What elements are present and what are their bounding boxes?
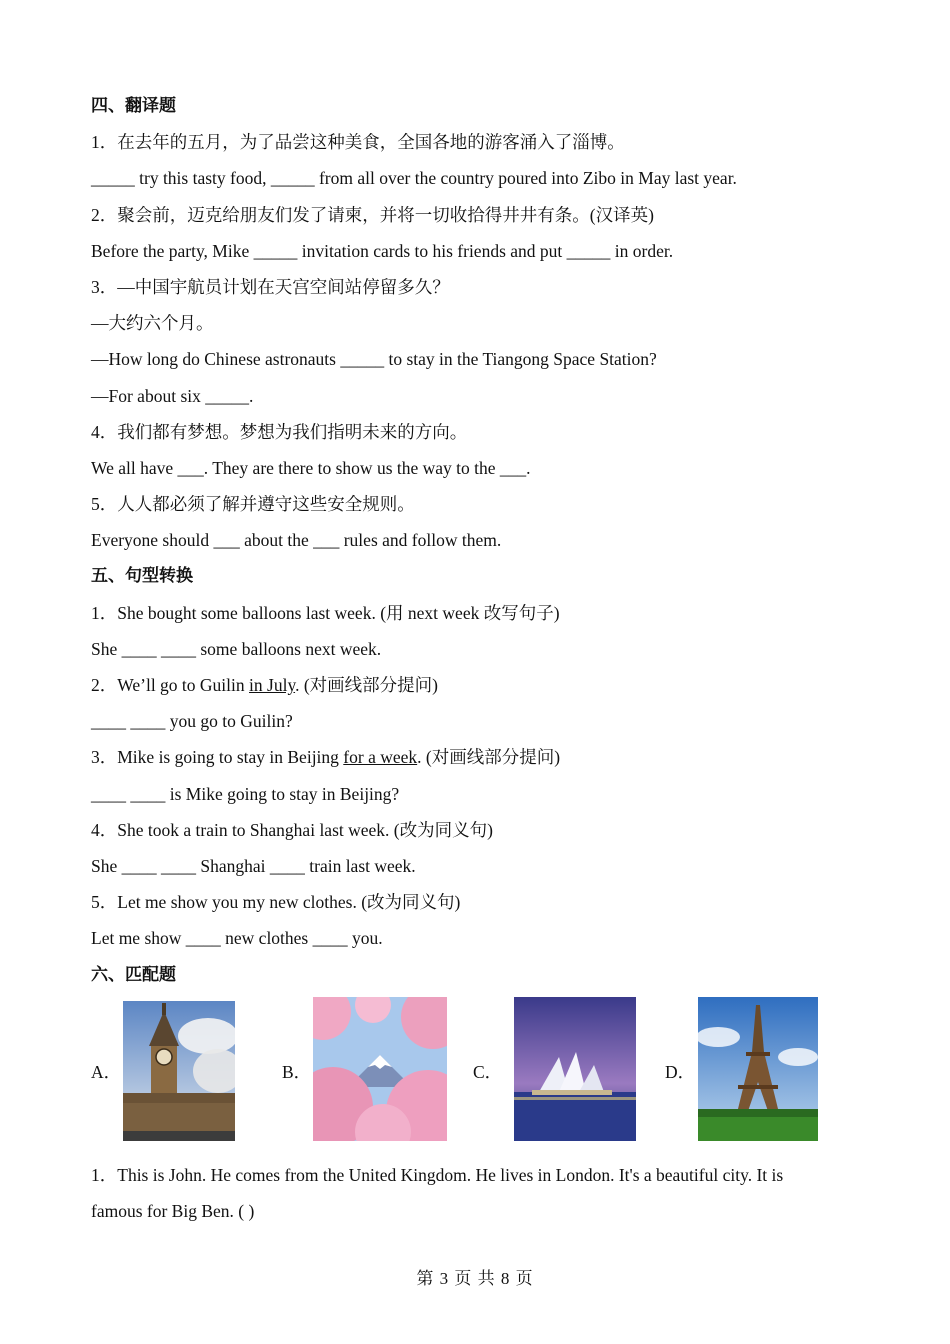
- question-text: 5．Let me show you my new clothes. (改为同义句): [91, 892, 461, 913]
- question-text: 4．我们都有梦想。梦想为我们指明未来的方向。: [91, 421, 468, 442]
- answer-line: ____ ____ you go to Guilin?: [91, 711, 293, 732]
- answer-line: —How long do Chinese astronauts _____ to stay in the Tiangong Space Station?: [91, 349, 657, 370]
- question-text: [91, 667, 871, 703]
- answer-line: ____ ____ is Mike going to stay in Beijing?: [91, 783, 400, 804]
- answer-line: —For about six _____.: [91, 385, 254, 406]
- option-label-b: B．: [282, 1061, 312, 1082]
- question-text: 4．She took a train to Shanghai last week. (改为同义句): [91, 819, 493, 840]
- question-text: 1．This is John. He comes from the United Kingdom. He lives in London. It's a beautiful city. It is: [91, 1164, 784, 1185]
- section-title-translation: 四、翻译题: [91, 96, 176, 116]
- answer-line: She ____ ____ some balloons next week.: [91, 638, 382, 659]
- answer-line: _____ try this tasty food, _____ from all over the country poured into Zibo in May last year.: [91, 168, 737, 189]
- eiffel-tower-photo: [698, 997, 818, 1141]
- question-text: 1．在去年的五月，为了品尝这种美食，全国各地的游客涌入了淄博。: [91, 132, 625, 153]
- mount-fuji-cherry-blossom-photo: [313, 997, 447, 1141]
- question-text: [91, 739, 871, 775]
- question-text-part: . (对画线部分提问): [295, 675, 438, 695]
- answer-line: She ____ ____ Shanghai ____ train last week.: [91, 855, 416, 876]
- question-text: 1．She bought some balloons last week. (用 next week 改写句子): [91, 602, 560, 623]
- option-label-a: A．: [91, 1061, 122, 1082]
- option-label-d: D．: [665, 1061, 696, 1082]
- option-label-c: C．: [473, 1061, 503, 1082]
- answer-line: Everyone should ___ about the ___ rules and follow them.: [91, 530, 502, 551]
- question-text-part: 2．We’ll go to Guilin: [91, 675, 250, 695]
- section-title-sentence-transform: 五、句型转换: [91, 566, 193, 587]
- matching-options: [91, 997, 871, 1151]
- question-text: —大约六个月。: [91, 313, 214, 334]
- underlined-phrase: in July: [249, 675, 296, 695]
- question-text: 5．人人都必须了解并遵守这些安全规则。: [91, 494, 415, 515]
- sydney-opera-house-photo: [514, 997, 636, 1141]
- underlined-phrase: for a week: [343, 747, 418, 768]
- question-text: 2．聚会前，迈克给朋友们发了请柬，并将一切收拾得井井有条。(汉译英): [91, 204, 654, 225]
- answer-line: Before the party, Mike _____ invitation cards to his friends and put _____ in order.: [91, 240, 674, 261]
- question-text-part: . (对画线部分提问): [417, 747, 561, 768]
- worksheet-page: [91, 88, 871, 1229]
- big-ben-photo: [123, 1001, 235, 1141]
- answer-line: We all have ___. They are there to show us the way to the ___.: [91, 457, 531, 478]
- question-text: famous for Big Ben. ( ): [91, 1200, 255, 1221]
- page-footer: 第 3 页 共 8 页: [416, 1269, 534, 1288]
- question-text: 3．—中国宇航员计划在天宫空间站停留多久？: [91, 276, 450, 297]
- answer-line: Let me show ____ new clothes ____ you.: [91, 928, 383, 949]
- section-title-matching: 六、匹配题: [91, 964, 176, 985]
- question-text-part: 3．Mike is going to stay in Beijing: [91, 747, 344, 768]
